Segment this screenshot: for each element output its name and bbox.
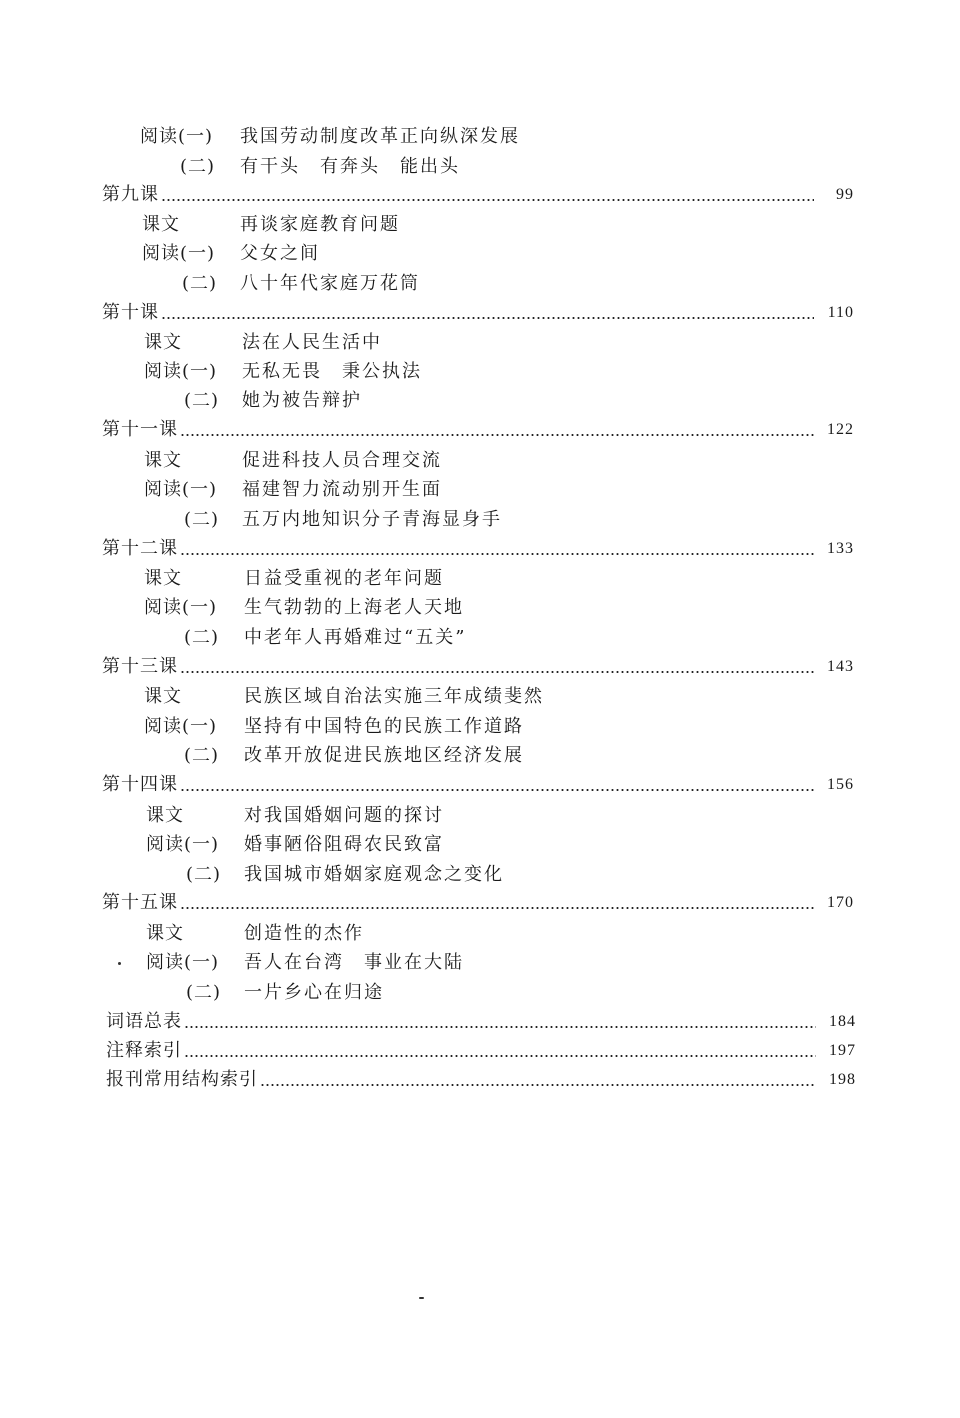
item-title: 生气勃勃的上海老人天地 <box>244 597 464 618</box>
item-label: (二) <box>184 627 220 648</box>
item-title: 无私无畏 秉公执法 <box>242 361 422 382</box>
page-number: 198 <box>829 1071 856 1088</box>
item-title: 日益受重视的老年问题 <box>244 568 444 589</box>
scan-speck <box>118 962 121 965</box>
page-number: 197 <box>829 1042 856 1059</box>
item-title: 一片乡心在归途 <box>244 982 384 1003</box>
toc-appendix-structure-index[interactable] <box>106 1066 856 1094</box>
toc-lesson-9[interactable] <box>102 181 854 209</box>
item-title: 创造性的杰作 <box>244 923 364 944</box>
item-label: 阅读(一) <box>142 243 216 264</box>
page-number: 156 <box>827 776 854 793</box>
item-title: 福建智力流动别开生面 <box>242 479 442 500</box>
appendix-title: 注释索引 <box>106 1040 182 1061</box>
item-title: 我国劳动制度改革正向纵深发展 <box>240 126 520 147</box>
item-label: 阅读(一) <box>140 126 214 147</box>
dot-leader <box>161 181 814 209</box>
dot-leader <box>184 1008 816 1036</box>
toc-appendix-notes-index[interactable] <box>106 1037 856 1065</box>
item-title: 中老年人再婚难过“五关” <box>244 627 467 648</box>
item-title: 有干头 有奔头 能出头 <box>240 156 460 177</box>
lesson-title: 第九课 <box>102 184 159 205</box>
toc-lesson-11[interactable] <box>102 416 854 444</box>
dot-leader <box>180 889 814 917</box>
dot-leader <box>180 771 814 799</box>
dot-leader <box>180 535 814 563</box>
item-title: 法在人民生活中 <box>242 332 382 353</box>
item-title: 她为被告辩护 <box>242 390 362 411</box>
item-title: 民族区域自治法实施三年成绩斐然 <box>244 686 544 707</box>
page-number: 170 <box>827 894 854 911</box>
toc-lesson-10[interactable] <box>102 299 854 327</box>
dot-leader <box>260 1066 816 1094</box>
page-number: 133 <box>827 540 854 557</box>
item-label: 阅读(一) <box>144 597 218 618</box>
lesson-title: 第十二课 <box>102 538 178 559</box>
item-label: 阅读(一) <box>146 952 220 973</box>
item-label: (二) <box>182 273 218 294</box>
toc-lesson-12[interactable] <box>102 535 854 563</box>
toc-appendix-vocabulary[interactable] <box>106 1008 856 1036</box>
item-title: 促进科技人员合理交流 <box>242 450 442 471</box>
item-title: 对我国婚姻问题的探讨 <box>244 805 444 826</box>
item-label: (二) <box>180 156 216 177</box>
dot-leader <box>180 416 814 444</box>
item-label: (二) <box>186 864 222 885</box>
item-label: 课文 <box>144 686 182 707</box>
item-label: (二) <box>184 745 220 766</box>
page-number: 143 <box>827 658 854 675</box>
item-title: 吾人在台湾 事业在大陆 <box>244 952 464 973</box>
page-number: 110 <box>827 304 854 321</box>
item-label: (二) <box>184 509 220 530</box>
dot-leader <box>184 1037 816 1065</box>
page-number: 184 <box>829 1013 856 1030</box>
lesson-title: 第十四课 <box>102 774 178 795</box>
lesson-title: 第十三课 <box>102 656 178 677</box>
item-title: 我国城市婚姻家庭观念之变化 <box>244 864 504 885</box>
toc-lesson-14[interactable] <box>102 771 854 799</box>
item-title: 父女之间 <box>240 243 320 264</box>
item-label: 阅读(一) <box>144 479 218 500</box>
item-label: 课文 <box>144 450 182 471</box>
scan-speck <box>419 1297 424 1299</box>
item-label: 课文 <box>144 568 182 589</box>
page-number: 99 <box>836 186 854 203</box>
item-title: 改革开放促进民族地区经济发展 <box>244 745 524 766</box>
item-label: 阅读(一) <box>146 834 220 855</box>
toc-lesson-13[interactable] <box>102 653 854 681</box>
appendix-title: 词语总表 <box>106 1011 182 1032</box>
item-title: 婚事陋俗阻碍农民致富 <box>244 834 444 855</box>
item-title: 五万内地知识分子青海显身手 <box>242 509 502 530</box>
item-label: (二) <box>184 390 220 411</box>
item-label: 课文 <box>146 805 184 826</box>
item-label: 课文 <box>142 214 180 235</box>
appendix-title: 报刊常用结构索引 <box>106 1069 258 1090</box>
lesson-title: 第十五课 <box>102 892 178 913</box>
toc-lesson-15[interactable] <box>102 889 854 917</box>
item-label: 课文 <box>144 332 182 353</box>
dot-leader <box>180 653 814 681</box>
item-title: 坚持有中国特色的民族工作道路 <box>244 716 524 737</box>
lesson-title: 第十一课 <box>102 419 178 440</box>
item-title: 再谈家庭教育问题 <box>240 214 400 235</box>
item-label: 课文 <box>146 923 184 944</box>
item-title: 八十年代家庭万花筒 <box>240 273 420 294</box>
dot-leader <box>161 299 814 327</box>
item-label: 阅读(一) <box>144 361 218 382</box>
lesson-title: 第十课 <box>102 302 159 323</box>
page-number: 122 <box>827 421 854 438</box>
item-label: (二) <box>186 982 222 1003</box>
item-label: 阅读(一) <box>144 716 218 737</box>
